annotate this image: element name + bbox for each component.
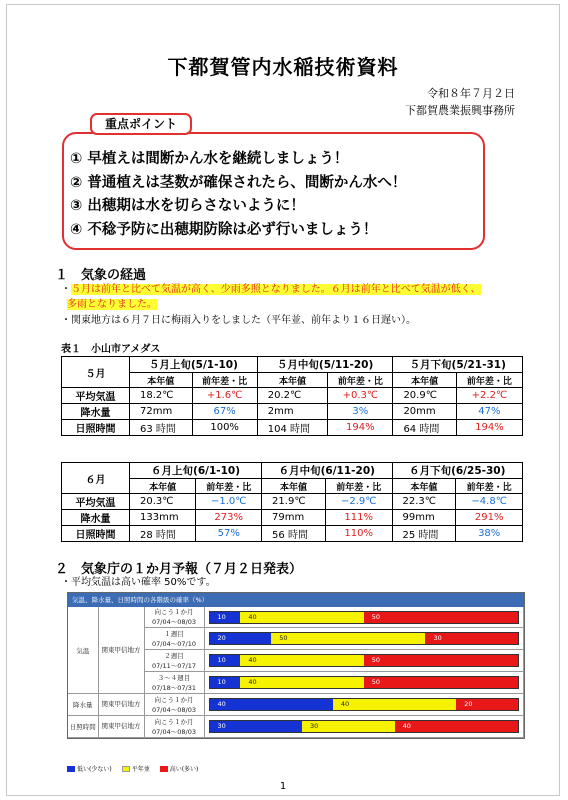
sub-header: 本年値 xyxy=(257,373,328,388)
table-cell: 64 時間 xyxy=(393,420,456,436)
page-number: 1 xyxy=(279,781,287,792)
probability-normal: 40 xyxy=(240,612,363,623)
period-header: ５月上旬(5/1-10) xyxy=(130,357,258,373)
table-cell: 20mm xyxy=(393,404,456,420)
sub-header: 前年差・比 xyxy=(192,373,257,388)
table-cell: 133mm xyxy=(130,510,196,526)
table-cell: 291% xyxy=(456,510,523,526)
table-row xyxy=(62,510,523,526)
table-cell: 72mm xyxy=(130,404,193,420)
forecast-legend xyxy=(67,764,198,773)
probability-high: 50 xyxy=(364,612,518,623)
probability-high: 20 xyxy=(456,699,518,710)
period-label: ３～４週目 xyxy=(157,673,191,682)
table-cell: 20.3℃ xyxy=(130,494,196,510)
period-range: 07/11～07/17 xyxy=(152,661,196,670)
table-cell: +2.2℃ xyxy=(456,388,522,404)
table-cell: 38% xyxy=(456,526,523,542)
table-cell: 22.3℃ xyxy=(392,494,456,510)
probability-low: 40 xyxy=(210,699,333,710)
period-range: 07/04～07/10 xyxy=(152,639,196,648)
issue-date: 令和８年７月２日 xyxy=(427,87,515,100)
weather-bullet-2: ・関東地方は６月７日に梅雨入りをしました（平年並、前年より１６日遅い）。 xyxy=(61,315,416,326)
sub-header: 前年差・比 xyxy=(325,479,392,494)
table-cell: 47% xyxy=(456,404,522,420)
period-label: 向こう１か月 xyxy=(154,695,194,704)
probability-bar xyxy=(209,632,520,645)
period-header: ６月下旬(6/25-30) xyxy=(392,463,523,479)
table-cell: 79mm xyxy=(262,510,326,526)
period-range: 07/18～07/31 xyxy=(152,683,196,692)
table-cell: 110% xyxy=(325,526,392,542)
keypoint-item: ③ 出穂期は水を切らさないように！ xyxy=(70,198,305,214)
forecast-table xyxy=(68,607,524,738)
period-label: 向こう１か月 xyxy=(154,608,194,616)
forecast-row xyxy=(68,716,524,738)
table-cell: 57% xyxy=(196,526,262,542)
keypoint-item: ② 普通植えは茎数が確保されたら、間断かん水へ！ xyxy=(70,174,407,191)
table-row xyxy=(62,420,523,436)
table-cell: 21.9℃ xyxy=(262,494,326,510)
sub-header: 本年値 xyxy=(130,373,193,388)
period-range: 07/04～08/03 xyxy=(152,727,196,736)
table-row xyxy=(62,404,523,420)
period-label: ２週目 xyxy=(164,651,184,660)
row-label: 日照時間 xyxy=(62,526,130,542)
table-cell: −1.0℃ xyxy=(196,494,262,510)
forecast-element: 気温 xyxy=(68,607,98,694)
probability-bar xyxy=(209,720,520,733)
sub-header: 前年差・比 xyxy=(456,373,522,388)
probability-normal: 40 xyxy=(240,655,363,666)
keypoint-item: ① 早植えは間断かん水を継続しましょう！ xyxy=(70,151,349,167)
amedas-table-may xyxy=(61,356,523,436)
amedas-table-june xyxy=(61,462,523,542)
sub-header: 前年差・比 xyxy=(196,479,262,494)
probability-bar xyxy=(209,676,520,689)
table-row xyxy=(62,494,523,510)
probability-high: 30 xyxy=(425,633,518,644)
period-label: １週目 xyxy=(164,629,184,638)
table-cell: 273% xyxy=(196,510,262,526)
table-month: ６月 xyxy=(62,463,130,494)
table-month: ５月 xyxy=(62,357,130,388)
forecast-row xyxy=(68,694,524,716)
probability-low: 10 xyxy=(210,612,241,623)
keypoint-item: ④ 不稔予防に出穂期防除は必ず行いましょう！ xyxy=(70,221,378,238)
may-summary: ５月は前年と比べて気温が高く、少雨多照となりました。 xyxy=(71,284,331,295)
legend-label: 平年並 xyxy=(131,766,150,773)
table-cell: −2.9℃ xyxy=(325,494,392,510)
forecast-bullet: ・平均気温は高い確率 50%です。 xyxy=(61,577,216,588)
table-cell: 67% xyxy=(192,404,257,420)
period-header: ５月下旬(5/21-31) xyxy=(393,357,523,373)
forecast-period xyxy=(144,716,204,738)
row-label: 降水量 xyxy=(62,510,130,526)
forecast-period xyxy=(144,672,204,694)
legend-item-high xyxy=(160,764,199,773)
legend-label: 低い(少ない) xyxy=(77,766,112,773)
probability-bar xyxy=(209,654,520,667)
document-page xyxy=(6,4,560,796)
legend-swatch xyxy=(67,766,75,772)
sub-header: 前年差・比 xyxy=(456,479,523,494)
probability-low: 30 xyxy=(210,721,303,732)
page-title: 下都賀管内水稲技術資料 xyxy=(167,55,399,79)
table-row xyxy=(62,388,523,404)
table-cell: +0.3℃ xyxy=(328,388,393,404)
keypoint-label: 重点ポイント xyxy=(90,113,192,135)
period-header: ５月中旬(5/11-20) xyxy=(257,357,393,373)
june-summary-b: 多雨となりました。 xyxy=(67,299,157,310)
legend-swatch xyxy=(122,766,130,772)
forecast-element: 日照時間 xyxy=(68,716,98,738)
table-cell: 194% xyxy=(456,420,522,436)
table-cell: 56 時間 xyxy=(262,526,326,542)
table-cell: 18.2℃ xyxy=(130,388,193,404)
section-heading-forecast: ２ 気象庁の１か月予報（７月２日発表） xyxy=(55,562,303,577)
period-header: ６月中旬(6/11-20) xyxy=(262,463,392,479)
period-label: 向こう１か月 xyxy=(154,717,194,726)
table-cell: 20.9℃ xyxy=(393,388,456,404)
sub-header: 本年値 xyxy=(393,373,456,388)
issuing-office: 下都賀農業振興事務所 xyxy=(405,104,515,117)
forecast-row xyxy=(68,607,524,628)
probability-low: 10 xyxy=(210,655,241,666)
june-summary-a: ６月は前年と比べて気温が低く、 xyxy=(330,284,481,295)
row-label: 平均気温 xyxy=(62,494,130,510)
table-cell: 194% xyxy=(328,420,393,436)
bullet-mark: ・ xyxy=(61,284,71,295)
sub-header: 本年値 xyxy=(130,479,196,494)
row-label: 降水量 xyxy=(62,404,130,420)
probability-high: 50 xyxy=(364,677,518,688)
period-header: ６月上旬(6/1-10) xyxy=(130,463,262,479)
forecast-period xyxy=(144,628,204,650)
weather-bullet-1 xyxy=(61,282,521,312)
forecast-area: 関東甲信地方 xyxy=(98,607,144,694)
table-cell: +1.6℃ xyxy=(192,388,257,404)
probability-normal: 40 xyxy=(240,677,363,688)
forecast-figure xyxy=(67,592,525,739)
probability-high: 50 xyxy=(364,655,518,666)
row-label: 日照時間 xyxy=(62,420,130,436)
probability-bar xyxy=(209,698,520,711)
table-cell: 25 時間 xyxy=(392,526,456,542)
probability-bar xyxy=(209,611,520,624)
probability-low: 10 xyxy=(210,677,241,688)
legend-label: 高い(多い) xyxy=(169,766,199,773)
forecast-period xyxy=(144,694,204,716)
sub-header: 本年値 xyxy=(262,479,326,494)
table-cell: 28 時間 xyxy=(130,526,196,542)
probability-high: 40 xyxy=(395,721,518,732)
sub-header: 前年差・比 xyxy=(328,373,393,388)
forecast-area: 関東甲信地方 xyxy=(98,694,144,716)
forecast-area: 関東甲信地方 xyxy=(98,716,144,738)
table-cell: 2mm xyxy=(257,404,328,420)
table-cell: 100% xyxy=(192,420,257,436)
table-row xyxy=(62,526,523,542)
keypoint-box xyxy=(62,132,485,250)
probability-normal: 30 xyxy=(302,721,395,732)
table-cell: −4.8℃ xyxy=(456,494,523,510)
probability-low: 20 xyxy=(210,633,272,644)
legend-item-normal xyxy=(122,764,150,773)
table-cell: 20.2℃ xyxy=(257,388,328,404)
period-range: 07/04～08/03 xyxy=(152,705,196,714)
probability-normal: 50 xyxy=(271,633,425,644)
table-cell: 3% xyxy=(328,404,393,420)
row-label: 平均気温 xyxy=(62,388,130,404)
table-caption: 表１ 小山市アメダス xyxy=(61,344,161,355)
section-heading-weather: １ 気象の経過 xyxy=(55,268,147,283)
period-range: 07/04～08/03 xyxy=(152,618,196,626)
forecast-period xyxy=(144,650,204,672)
forecast-header: 気温、降水量、日照時間の各階級の確率（%） xyxy=(68,593,524,607)
table-cell: 63 時間 xyxy=(130,420,193,436)
table-cell: 111% xyxy=(325,510,392,526)
table-cell: 104 時間 xyxy=(257,420,328,436)
legend-swatch xyxy=(160,766,168,772)
sub-header: 本年値 xyxy=(392,479,456,494)
table-cell: 99mm xyxy=(392,510,456,526)
forecast-period xyxy=(144,607,204,628)
legend-item-low xyxy=(67,764,112,773)
forecast-element: 降水量 xyxy=(68,694,98,716)
probability-normal: 40 xyxy=(333,699,456,710)
